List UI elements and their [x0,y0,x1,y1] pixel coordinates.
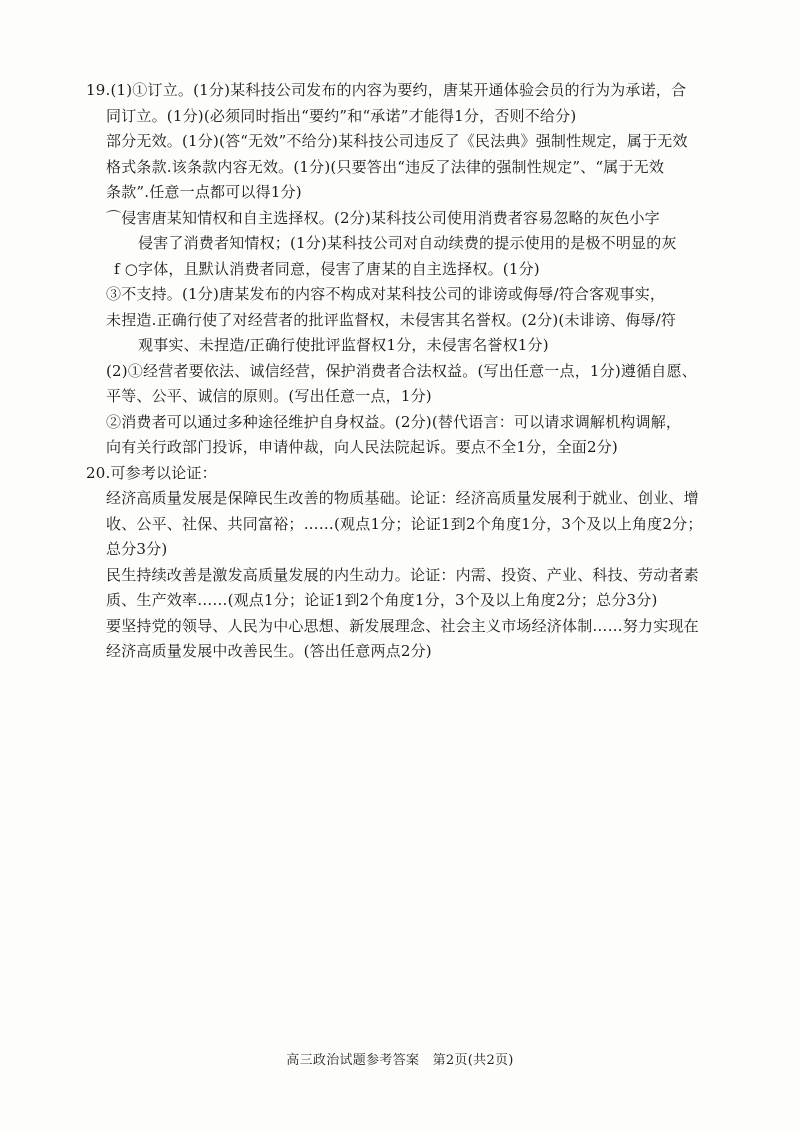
answer-text-block [86,78,736,665]
answer-line: 未捏造.正确行使了对经营者的批评监督权，未侵害其名誉权。(2分)(未诽谤、侮辱/符 [106,310,677,329]
answer-line: 20.可参考以论证： [86,463,217,482]
answer-line: 侵害了消费者知情权；(1分)某科技公司对自动续费的提示使用的是极不明显的灰 [138,234,677,252]
answer-line: 19.(1)①订立。(1分)某科技公司发布的内容为要约，唐某开通体验会员的行为为承诺，合 [86,81,687,99]
answer-line: ③不支持。(1分)唐某发布的内容不构成对某科技公司的诽谤或侮辱/符合客观事实， [106,285,666,303]
answer-line: 条款”.任意一点都可以得1分) [106,183,302,201]
answer-line: 观事实、未捏造/正确行使批评监督权1分，未侵害名誉权1分) [138,336,549,354]
answer-line: 同订立。(1分)(必须同时指出“要约”和“承诺”才能得1分，否则不给分) [106,106,577,125]
answer-line: 收、公平、社保、共同富裕；……(观点1分；论证1到2个角度1分，3个及以上角度2分； [106,514,703,533]
answer-line: 要坚持党的领导、人民为中心思想、新发展理念、社会主义市场经济体制……努力实现在 [106,616,699,635]
answer-line: 质、生产效率……(观点1分；论证1到2个角度1分，3个及以上角度2分；总分3分) [106,591,658,609]
answer-line: 平等、公平、诚信的原则。(写出任意一点，1分) [106,387,432,405]
answer-line: 部分无效。(1分)(答“无效”不给分)某科技公司违反了《民法典》强制性规定，属于无效 [106,132,688,150]
answer-line: 向有关行政部门投诉，申请仲裁，向人民法院起诉。要点不全1分，全面2分) [106,438,618,456]
answer-line: f ○字体，且默认消费者同意，侵害了唐某的自主选择权。(1分) [114,259,540,278]
answer-line: 民生持续改善是激发高质量发展的内生动力。论证：内需、投资、产业、科技、劳动者素 [106,565,699,584]
answer-line: 总分3分) [106,540,168,558]
answer-line: 经济高质量发展是保障民生改善的物质基础。论证：经济高质量发展利于就业、创业、增 [106,489,699,507]
answer-line: ⌒侵害唐某知情权和自主选择权。(2分)某科技公司使用消费者容易忽略的灰色小字 [106,208,660,227]
answer-line: ②消费者可以通过多种途径维护自身权益。(2分)(替代语言：可以请求调解机构调解， [106,412,682,431]
answer-line: 格式条款.该条款内容无效。(1分)(只要答出“违反了法律的强制性规定”、“属于无效 [106,157,665,176]
answer-line: (2)①经营者要依法、诚信经营，保护消费者合法权益。(写出任意一点，1分)遵循自愿、 [106,361,697,380]
page-footer: 高三政治试题参考答案 第2页(共2页) [286,1053,514,1068]
answer-line: 经济高质量发展中改善民生。(答出任意两点2分) [106,642,432,660]
